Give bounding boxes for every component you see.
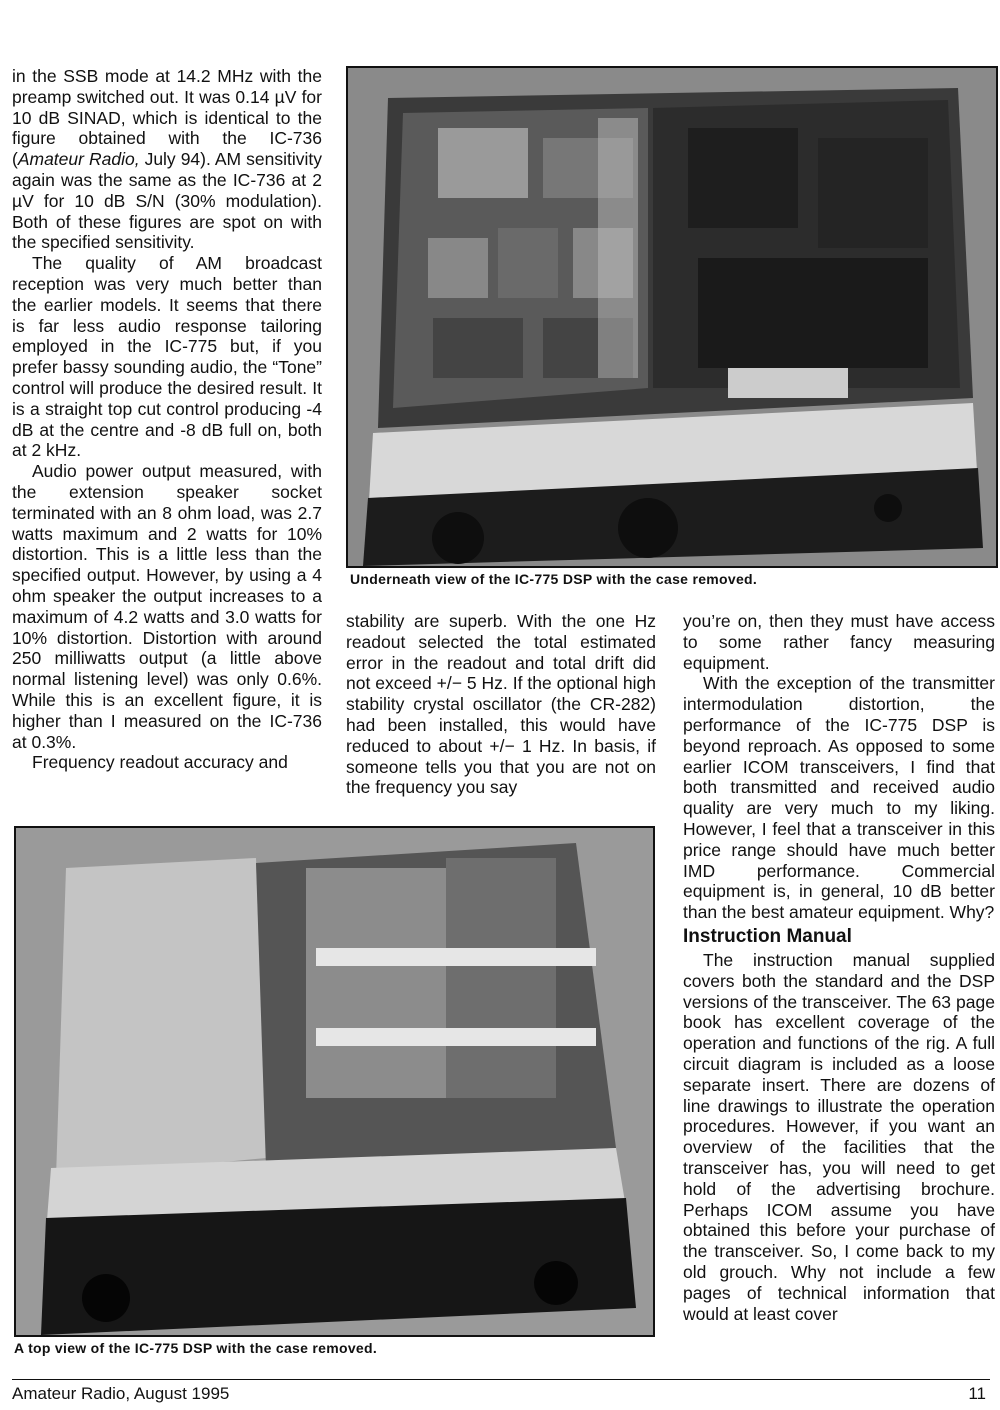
photo-caption-top: Underneath view of the IC-775 DSP with the case removed. bbox=[350, 571, 758, 587]
footer-publication: Amateur Radio, August 1995 bbox=[12, 1384, 230, 1403]
paragraph: in the SSB mode at 14.2 MHz with the preamp switched out. It was 0.14 µV for 10 dB SINAD, which is identical to the figure obtained with the IC-736 (Amateur Radio, July 94). AM sensitivity again was the same as the IC-736 at 2 µV for 10 dB S/N (30% modulation). Both of these figures are spot on with the specified sensitivity. bbox=[12, 66, 322, 253]
article-column-2 bbox=[346, 611, 656, 798]
paragraph: The instruction manual supplied covers both the standard and the DSP versions of the transceiver. The 63 page book has excellent coverage of the operation and functions of the rig. A full circuit diagram is included as a loose separate insert. There are dozens of line drawings to illustrate the operation procedures. However, if you want an overview of the facilities that the transceiver has, you will need to get hold of the advertising brochure. Perhaps ICOM assume you have obtained this before your purchase of the transceiver. So, I come back to my old grouch. Why not include a few pages of technical information that would at least cover bbox=[683, 949, 995, 1324]
photo-underneath-view-image bbox=[348, 68, 996, 566]
paragraph: Audio power output measured, with the extension speaker socket terminated with an 8 ohm load, was 2.7 watts maximum and 2 watts for 10% distortion. This is a little less than the specified output. However, by using a 4 ohm speaker the output increases to a maximum of 4.2 watts and 3.0 watts for 10% distortion. Distortion with around 250 milliwatts output (a little above normal listening level) was only 0.6%. While this is an excellent figure, it is higher than I measured on the IC-736 at 0.3%. bbox=[12, 461, 322, 752]
paragraph: stability are superb. With the one Hz readout selected the total estimated error in the readout and total drift did not exceed +/− 5 Hz. If the optional high stability crystal oscillator (the CR-282) had been installed, this would have reduced to about +/− 1 Hz. In basis, if someone tells you that you are not on the frequency you say bbox=[346, 611, 656, 798]
page-number: 11 bbox=[968, 1384, 986, 1403]
paragraph: With the exception of the transmitter intermodulation distortion, the performance of the IC-775 DSP is beyond reproach. As opposed to some earlier ICOM transceivers, I find that both transmitted and received audio quality are very much to my liking. However, I feel that a transceiver in this price range should have much better IMD performance. Commercial equipment is, in general, 10 dB better than the best amateur equipment. Why? bbox=[683, 673, 995, 923]
article-column-3 bbox=[683, 611, 995, 1324]
paragraph: you’re on, then they must have access to some rather fancy measuring equipment. bbox=[683, 611, 995, 673]
photo-caption-bottom: A top view of the IC-775 DSP with the case removed. bbox=[14, 1340, 378, 1356]
photo-top-view bbox=[14, 826, 655, 1337]
footer-divider bbox=[12, 1379, 990, 1380]
paragraph: The quality of AM broadcast reception was very much better than the earlier models. It seems that there is far less audio response tailoring employed in the IC-775 but, if you prefer bassy sounding audio, the “Tone” control will produce the desired result. It is a straight top cut control producing -4 dB at the centre and -8 dB full on, both at 2 kHz. bbox=[12, 253, 322, 461]
article-column-1 bbox=[12, 66, 322, 773]
photo-underneath-view bbox=[346, 66, 998, 568]
section-heading: Instruction Manual bbox=[683, 925, 852, 947]
publication-ref: Amateur Radio, bbox=[17, 149, 140, 170]
photo-top-view-image bbox=[16, 828, 653, 1335]
paragraph: Frequency readout accuracy and bbox=[32, 752, 288, 773]
